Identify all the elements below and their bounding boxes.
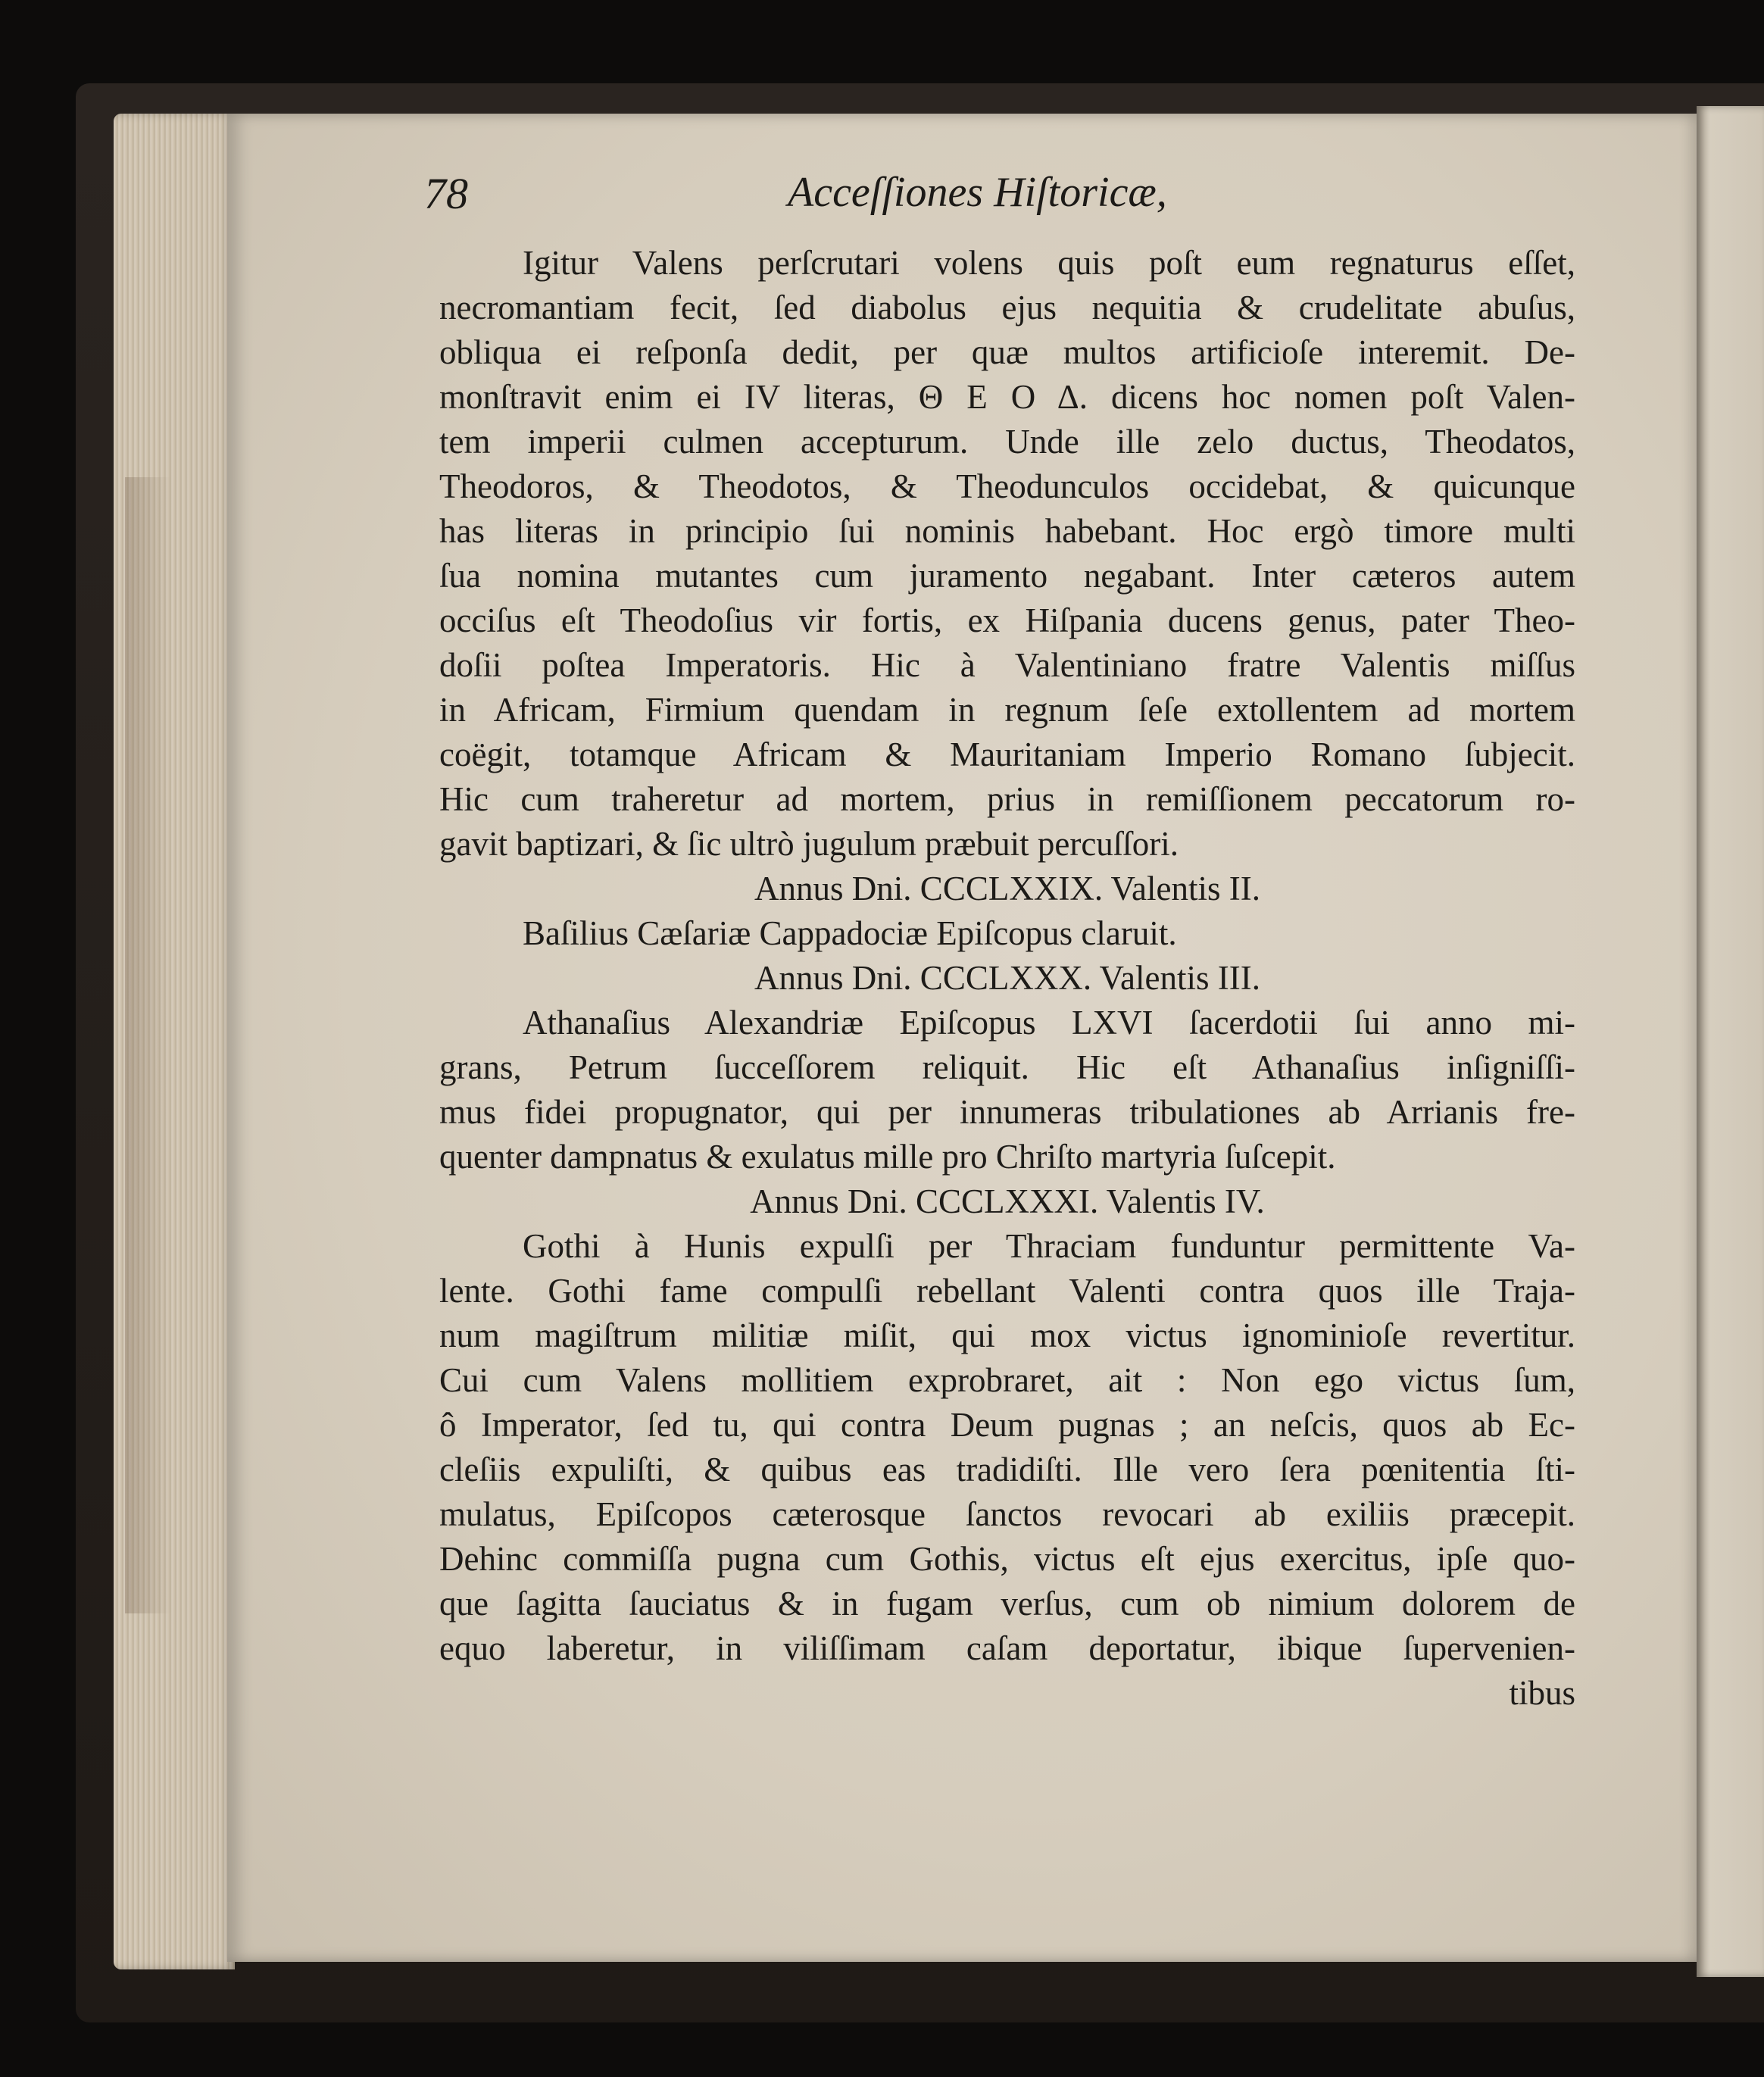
text-line: Igitur Valens perſcrutari volens quis poſt eum regnaturus eſſet, xyxy=(523,244,1575,282)
text-line: Hic cum traheretur ad mortem, prius in remiſſionem peccatorum ro- xyxy=(439,780,1575,818)
text-line: monſtravit enim ei IV literas, Θ Ε Ο Δ. dicens hoc nomen poſt Valen- xyxy=(439,378,1575,416)
text-line: gavit baptizari, & ſic ultrò jugulum præbuit percuſſori. xyxy=(439,825,1179,863)
text-line: Theodoros, & Theodotos, & Theodunculos occidebat, & quicunque xyxy=(439,467,1575,505)
year-heading: Annus Dni. CCCLXXIX. Valentis II. xyxy=(754,870,1260,907)
text-line: quenter dampnatus & exulatus mille pro Chriſto martyria ſuſcepit. xyxy=(439,1138,1336,1176)
text-line: Baſilius Cæſariæ Cappadociæ Epiſcopus claruit. xyxy=(523,914,1177,952)
text-line: cleſiis expuliſti, & quibus eas tradidiſti. Ille vero ſera pœnitentia ſti- xyxy=(439,1451,1575,1488)
text-line: Dehinc commiſſa pugna cum Gothis, victus eſt ejus exercitus, ipſe quo- xyxy=(439,1540,1575,1578)
facing-page-edge xyxy=(1697,106,1764,1977)
year-heading: Annus Dni. CCCLXXXI. Valentis IV. xyxy=(750,1182,1265,1220)
text-line: occiſus eſt Theodoſius vir fortis, ex Hiſpania ducens genus, pater Theo- xyxy=(439,601,1575,639)
page-number: 78 xyxy=(424,169,468,218)
text-line: mus fidei propugnator, qui per innumeras tribulationes ab Arrianis fre- xyxy=(439,1093,1575,1131)
text-line: lente. Gothi fame compulſi rebellant Valenti contra quos ille Traja- xyxy=(439,1272,1575,1310)
text-line: Athanaſius Alexandriæ Epiſcopus LXVI ſacerdotii ſui anno mi- xyxy=(523,1004,1575,1042)
text-line: grans, Petrum ſucceſſorem reliquit. Hic eſt Athanaſius inſigniſſi- xyxy=(439,1048,1575,1086)
catchword: tibus xyxy=(1509,1674,1575,1712)
text-line: in Africam, Firmium quendam in regnum ſeſe extollentem ad mortem xyxy=(439,691,1575,729)
text-line: doſii poſtea Imperatoris. Hic à Valentiniano fratre Valentis miſſus xyxy=(439,646,1575,684)
text-line: obliqua ei reſponſa dedit, per quæ multos artificioſe interemit. De- xyxy=(439,333,1575,371)
text-line: que ſagitta ſauciatus & in fugam verſus, cum ob nimium dolorem de xyxy=(439,1585,1575,1623)
text-line: coëgit, totamque Africam & Mauritaniam Imperio Romano ſubjecit. xyxy=(439,736,1575,773)
text-line: equo laberetur, in viliſſimam caſam deportatur, ibique ſupervenien- xyxy=(439,1629,1575,1667)
page-edges xyxy=(114,114,235,1969)
text-line: Gothi à Hunis expulſi per Thraciam funduntur permittente Va- xyxy=(523,1227,1575,1265)
text-line: num magiſtrum militiæ miſit, qui mox victus ignominioſe revertitur. xyxy=(439,1316,1575,1354)
year-heading: Annus Dni. CCCLXXX. Valentis III. xyxy=(754,959,1260,997)
text-line: has literas in principio ſui nominis habebant. Hoc ergò timore multi xyxy=(439,512,1575,550)
text-line: mulatus, Epiſcopos cæterosque ſanctos revocari ab exiliis præcepit. xyxy=(439,1495,1575,1533)
running-head: Acceſſiones Hiſtoricæ, xyxy=(788,169,1167,216)
text-line: necromantiam fecit, ſed diabolus ejus nequitia & crudelitate abuſus, xyxy=(439,289,1575,326)
page-header xyxy=(424,168,1575,229)
text-line: ſua nomina mutantes cum juramento negabant. Inter cæteros autem xyxy=(439,557,1575,595)
text-line: tem imperii culmen accepturum. Unde ille zelo ductus, Theodatos, xyxy=(439,423,1575,461)
body-text xyxy=(439,241,1575,1716)
text-line: Cui cum Valens mollitiem exprobraret, ait : Non ego victus ſum, xyxy=(439,1361,1575,1399)
text-line: ô Imperator, ſed tu, qui contra Deum pugnas ; an neſcis, quos ab Ec- xyxy=(439,1406,1575,1444)
